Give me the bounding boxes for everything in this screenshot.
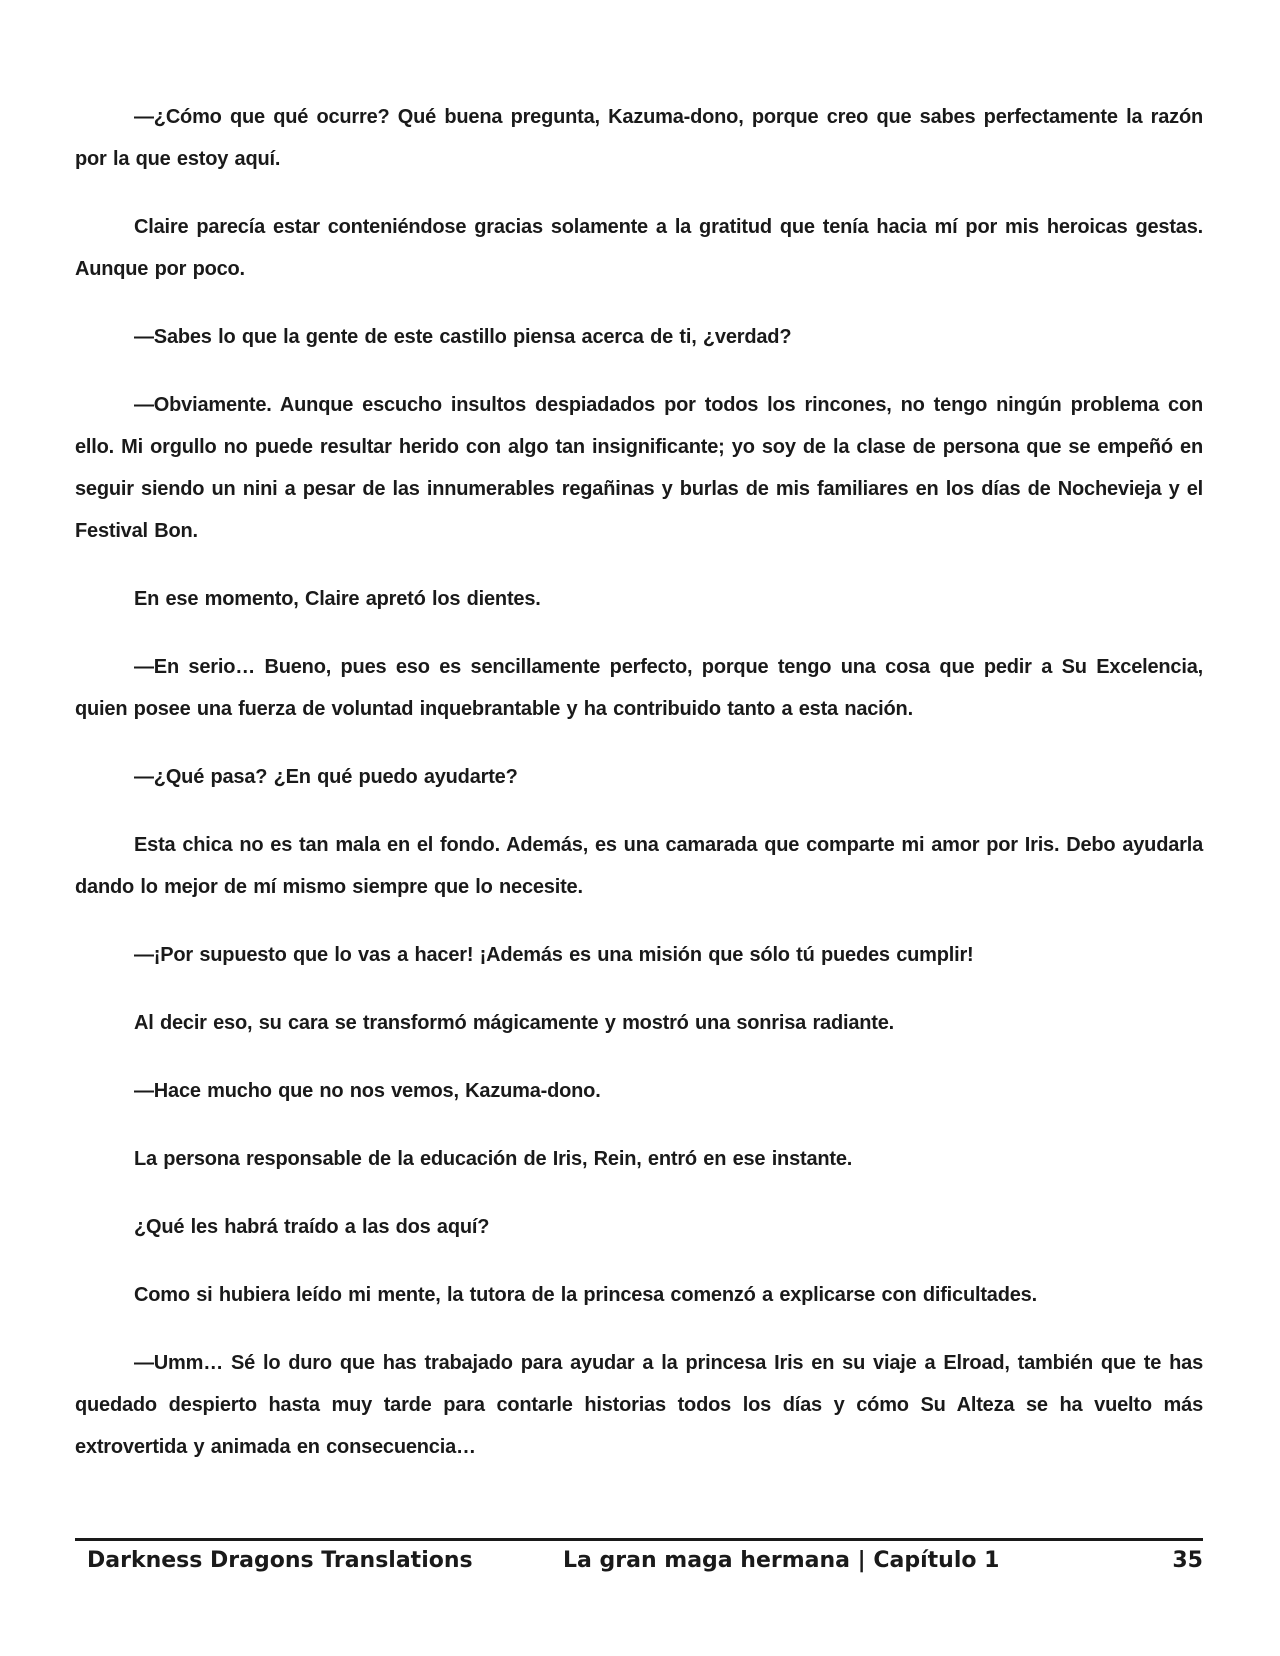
paragraph-15: —Umm… Sé lo duro que has trabajado para ayudar a la princesa Iris en su viaje a Elroad, también que te has quedado despierto hasta muy tarde para contarle historias todos los días y cómo Su Alteza se ha vuelto más extrovertida y animada en consecuencia… xyxy=(75,1352,1203,1458)
footer-page-number: 35 xyxy=(1172,1548,1203,1573)
paragraph-8: Esta chica no es tan mala en el fondo. Además, es una camarada que comparte mi amor por Iris. Debo ayudarla dando lo mejor de mí mismo siempre que lo necesite. xyxy=(75,834,1203,898)
paragraph-9: —¡Por supuesto que lo vas a hacer! ¡Además es una misión que sólo tú puedes cumplir! xyxy=(134,944,974,966)
paragraph-10: Al decir eso, su cara se transformó mágicamente y mostró una sonrisa radiante. xyxy=(134,1012,895,1034)
paragraph-3: —Sabes lo que la gente de este castillo piensa acerca de ti, ¿verdad? xyxy=(134,326,792,348)
paragraph-7: —¿Qué pasa? ¿En qué puedo ayudarte? xyxy=(134,766,518,788)
paragraph-13: ¿Qué les habrá traído a las dos aquí? xyxy=(134,1216,490,1238)
body-text xyxy=(75,96,1203,1494)
paragraph-5: En ese momento, Claire apretó los dientes. xyxy=(134,588,541,610)
paragraph-4: —Obviamente. Aunque escucho insultos despiadados por todos los rincones, no tengo ningún problema con ello. Mi orgullo no puede resultar herido con algo tan insignificante; yo soy de la clase de persona que se empeñó en seguir siendo un nini a pesar de las innumerables regañinas y burlas de mis familiares en los días de Nochevieja y el Festival Bon. xyxy=(75,394,1203,542)
paragraph-6: —En serio… Bueno, pues eso es sencillamente perfecto, porque tengo una cosa que pedir a Su Excelencia, quien posee una fuerza de voluntad inquebrantable y ha contribuido tanto a esta nación. xyxy=(75,656,1203,720)
paragraph-14: Como si hubiera leído mi mente, la tutora de la princesa comenzó a explicarse con dificultades. xyxy=(134,1284,1037,1306)
page-footer xyxy=(75,1548,1203,1582)
footer-translator-credit: Darkness Dragons Translations xyxy=(87,1548,473,1573)
footer-book-chapter: La gran maga hermana | Capítulo 1 xyxy=(563,1548,1000,1573)
paragraph-1: —¿Cómo que qué ocurre? Qué buena pregunta, Kazuma-dono, porque creo que sabes perfectamente la razón por la que estoy aquí. xyxy=(75,106,1203,170)
paragraph-11: —Hace mucho que no nos vemos, Kazuma-dono. xyxy=(134,1080,601,1102)
paragraph-2: Claire parecía estar conteniéndose gracias solamente a la gratitud que tenía hacia mí por mis heroicas gestas. Aunque por poco. xyxy=(75,216,1203,280)
paragraph-12: La persona responsable de la educación de Iris, Rein, entró en ese instante. xyxy=(134,1148,853,1170)
footer-divider xyxy=(75,1538,1203,1541)
